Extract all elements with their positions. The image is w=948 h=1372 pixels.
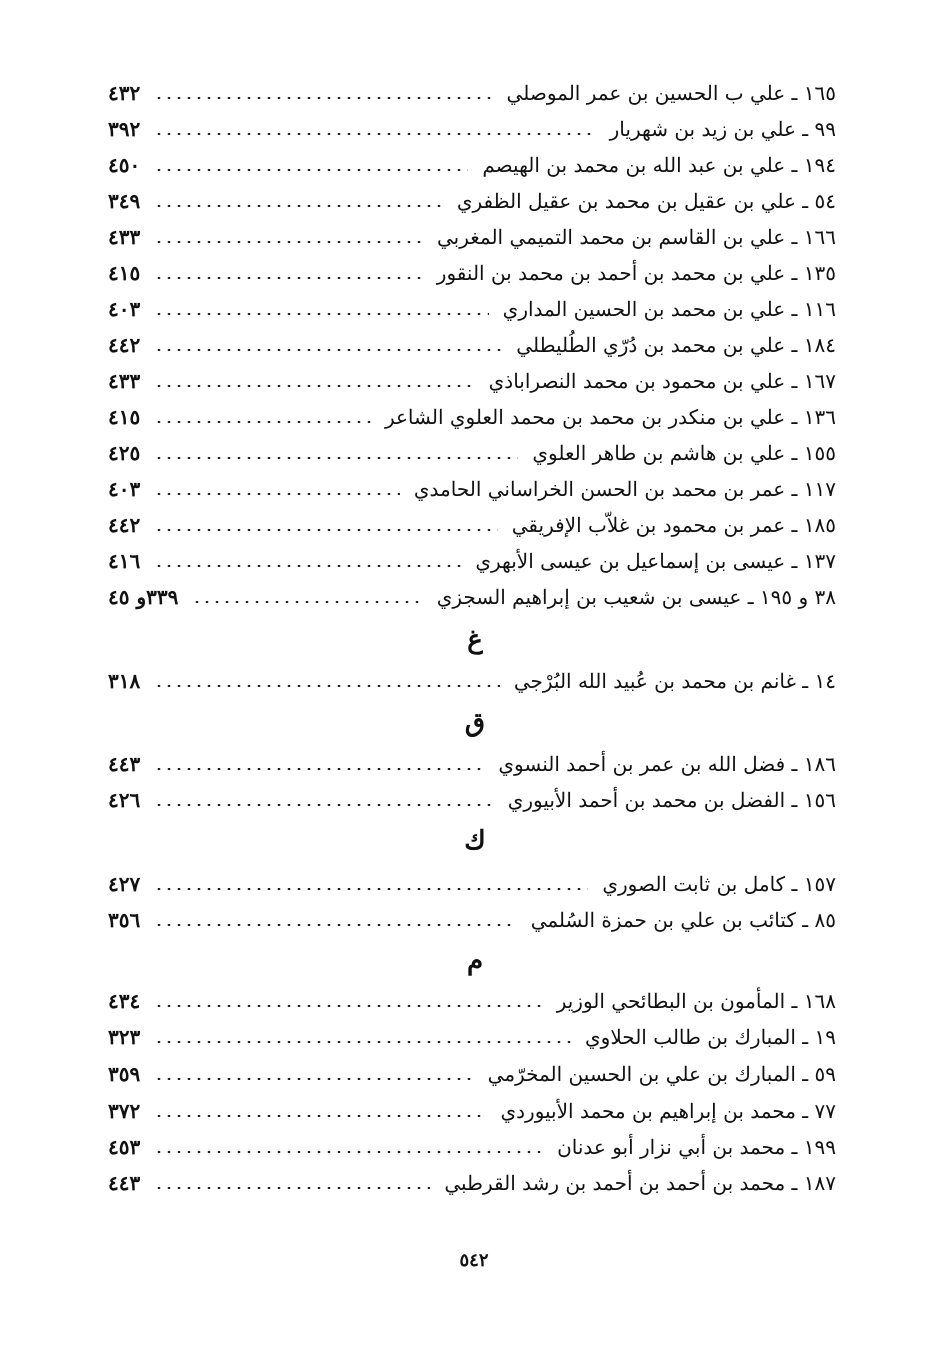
entry-page: ٤٣٣	[108, 369, 141, 393]
entry-name: ١٤ ـ غانم بن محمد بن عُبيد الله البُرْجي	[513, 669, 836, 693]
index-entry	[108, 902, 836, 938]
entry-name: ١٦٨ ـ المأمون بن البطائحي الوزير	[556, 989, 836, 1013]
entry-page: ٣١٨	[108, 669, 141, 693]
section-letter: غ	[467, 625, 483, 655]
index-entry	[108, 746, 836, 782]
entry-page: ٤٢٧	[108, 872, 141, 896]
dot-leader	[154, 1115, 486, 1117]
entry-page: ٤٤٢	[108, 333, 141, 357]
entry-page: ٣٥٩	[108, 1062, 141, 1086]
index-entry	[108, 183, 836, 219]
entry-name: ١٥٥ ـ علي بن هاشم بن طاهر العلوي	[532, 441, 836, 465]
entry-page: ٣٩٢	[108, 117, 141, 141]
entry-name: ١٣٦ ـ علي بن منكدر بن محمد بن محمد العلوي الشاعر	[384, 405, 836, 429]
entry-name: ١٩٤ ـ علي بن عبد الله بن محمد بن الهيصم	[482, 153, 836, 177]
entry-name: ١٥٦ ـ الفضل بن محمد بن أحمد الأبيوري	[507, 788, 836, 812]
index-entry	[108, 291, 836, 327]
entry-page: ٤٣٣	[108, 225, 141, 249]
index-entry	[108, 363, 836, 399]
entry-page: ٣٢٣	[108, 1025, 141, 1049]
index-entry	[108, 1093, 836, 1129]
entry-name: ٥٤ ـ علي بن عقيل بن محمد بن عقيل الظفري	[456, 189, 836, 213]
entry-page: ٤٤٣	[108, 1171, 141, 1195]
index-entry	[108, 579, 836, 615]
index-entry	[108, 435, 836, 471]
dot-leader	[154, 529, 498, 531]
entry-name: ١٦٥ ـ علي ب الحسين بن عمر الموصلي	[506, 81, 836, 105]
index-entry	[108, 782, 836, 818]
dot-leader	[154, 1078, 473, 1080]
entry-page: ٣٤٩	[108, 189, 141, 213]
entry-page: ٤٥٣	[108, 1135, 141, 1159]
entry-page: ٤١٥	[108, 261, 141, 285]
dot-leader	[154, 241, 423, 243]
dot-leader	[154, 457, 518, 459]
index-entry	[108, 1129, 836, 1165]
entry-name: ١٩ ـ المبارك بن طالب الحلاوي	[585, 1025, 836, 1049]
page-number: ٥٤٢	[459, 1250, 489, 1271]
entry-name: ١١٧ ـ عمر بن محمد بن الحسن الخراساني الحامدي	[413, 477, 836, 501]
index-entry	[108, 1019, 836, 1055]
dot-leader	[154, 421, 371, 423]
entry-page: ٤٠٣	[108, 297, 141, 321]
dot-leader	[192, 601, 422, 603]
dot-leader	[154, 685, 500, 687]
section-letter: م	[466, 946, 484, 976]
dot-leader	[154, 385, 474, 387]
dot-leader	[154, 97, 492, 99]
entry-name: ٧٧ ـ محمد بن إبراهيم بن محمد الأبيوردي	[500, 1099, 836, 1123]
entry-name: ١٨٥ ـ عمر بن محمود بن غلاّب الإفريقي	[511, 513, 836, 537]
entry-name: ١٥٧ ـ كامل بن ثابت الصوري	[602, 872, 836, 896]
entry-name: ١٨٤ ـ علي بن محمد بن دُرّي الطُليطلي	[516, 333, 836, 357]
entry-name: ١١٦ ـ علي بن محمد بن الحسين المداري	[502, 297, 836, 321]
index-entry	[108, 219, 836, 255]
entry-page: ٣٧٢	[108, 1099, 141, 1123]
entry-page: ٤٥٠	[108, 153, 141, 177]
dot-leader	[154, 133, 595, 135]
index-entry	[108, 471, 836, 507]
index-entry	[108, 147, 836, 183]
entry-page: ٤٣٤	[108, 989, 141, 1013]
dot-leader	[154, 804, 493, 806]
dot-leader	[154, 1041, 571, 1043]
entry-name: ١٣٥ ـ علي بن محمد بن أحمد بن محمد بن النقور	[436, 261, 836, 285]
entry-page: ٤٢٦	[108, 788, 141, 812]
dot-leader	[154, 313, 488, 315]
index-entry	[108, 507, 836, 543]
dot-leader	[154, 924, 516, 926]
entry-name: ١٨٧ ـ محمد بن أحمد بن أحمد بن رشد القرطبي	[444, 1171, 836, 1195]
dot-leader	[154, 1005, 542, 1007]
dot-leader	[154, 205, 443, 207]
entry-name: ٩٩ ـ علي بن زيد بن شهريار	[609, 117, 836, 141]
entry-name: ١٨٦ ـ فضل الله بن عمر بن أحمد النسوي	[498, 752, 836, 776]
index-entry	[108, 866, 836, 902]
section-letter: ق	[464, 708, 486, 738]
entry-page: ٤٣٢	[108, 81, 141, 105]
index-entry	[108, 399, 836, 435]
index-entry	[108, 75, 836, 111]
entry-name: ٨٥ ـ كتائب بن علي بن حمزة السُلمي	[530, 908, 836, 932]
index-entry	[108, 663, 836, 699]
index-entry	[108, 983, 836, 1019]
entry-page: ٤٠٣	[108, 477, 141, 501]
entry-page: ٤١٦	[108, 549, 141, 573]
entry-name: ١٩٩ ـ محمد بن أبي نزار أبو عدنان	[557, 1135, 836, 1159]
dot-leader	[154, 565, 461, 567]
entry-page: ٤٢٥	[108, 441, 141, 465]
dot-leader	[154, 1151, 543, 1153]
entry-page: ٤٤٣	[108, 752, 141, 776]
dot-leader	[154, 169, 468, 171]
dot-leader	[154, 277, 423, 279]
index-entry	[108, 327, 836, 363]
entry-name: ٥٩ ـ المبارك بن علي بن الحسين المخرّمي	[487, 1062, 836, 1086]
dot-leader	[154, 768, 484, 770]
entry-page: ٤١٥	[108, 405, 141, 429]
dot-leader	[154, 349, 502, 351]
dot-leader	[154, 888, 588, 890]
index-entry	[108, 1165, 836, 1201]
dot-leader	[154, 493, 400, 495]
entry-page: ٣٥٦	[108, 908, 141, 932]
dot-leader	[154, 1187, 430, 1189]
index-entry	[108, 1056, 836, 1092]
entry-name: ٣٨ و ١٩٥ ـ عيسى بن شعيب بن إبراهيم السجزي	[436, 585, 836, 609]
index-entry	[108, 543, 836, 579]
entry-page: ٤٤٢	[108, 513, 141, 537]
entry-name: ١٦٧ ـ علي بن محمود بن محمد النصراباذي	[488, 369, 836, 393]
index-entry	[108, 255, 836, 291]
index-entry	[108, 111, 836, 147]
entry-name: ١٦٦ ـ علي بن القاسم بن محمد التميمي المغربي	[436, 225, 836, 249]
entry-page: ٣٣٩و ٤٥	[108, 585, 179, 609]
section-letter: ك	[464, 826, 486, 856]
entry-name: ١٣٧ ـ عيسى بن إسماعيل بن عيسى الأبهري	[475, 549, 836, 573]
